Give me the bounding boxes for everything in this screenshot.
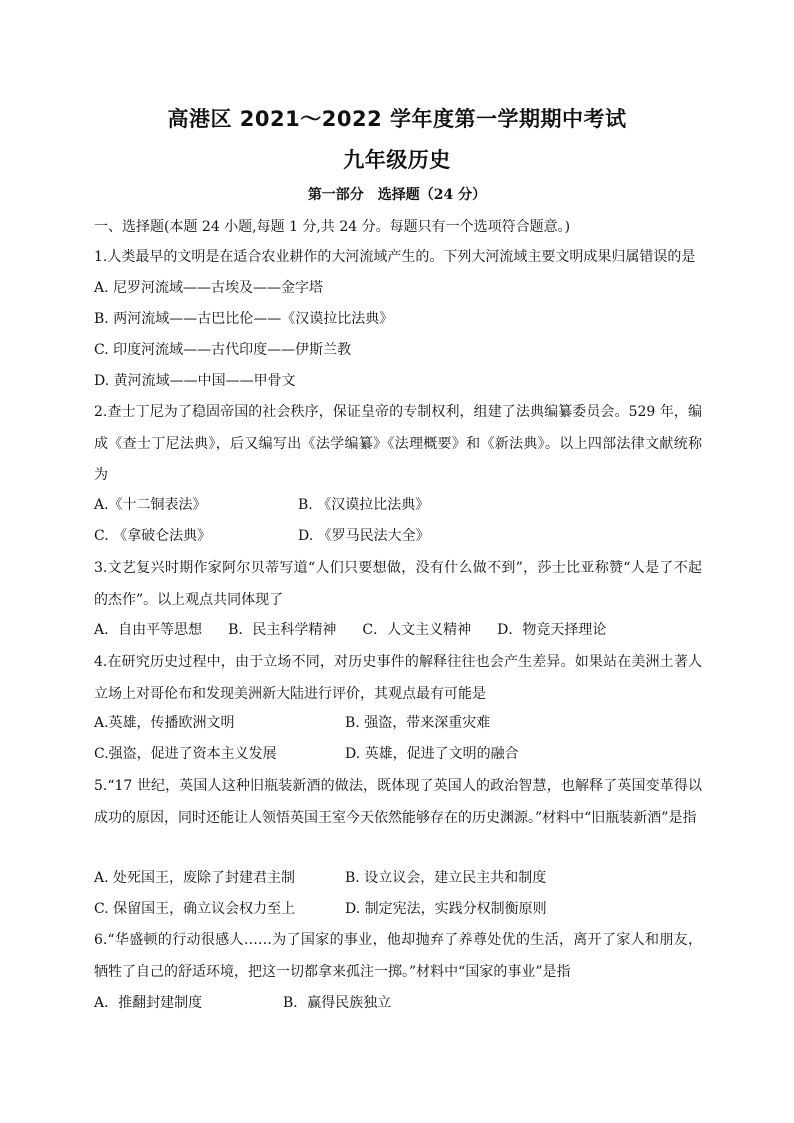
question-5-option-b: B. 设立议会，建立民主共和制度 xyxy=(345,870,547,886)
question-5-option-c: C. 保留国王，确立议会权力至上 xyxy=(94,901,296,917)
question-1-option-c: C. 印度河流域——古代印度——伊斯兰教 xyxy=(94,342,352,358)
question-4-option-c: C.强盗，促进了资本主义发展 xyxy=(94,746,277,762)
question-2-option-a: A.《十二铜表法》 xyxy=(94,497,207,513)
question-5-stem: 5.“17 世纪，英国人这种旧瓶装新酒的做法，既体现了英国人的政治智慧，也解释了英国变革得以成功的原因，同时还能让人领悟英国王室今天依然能够存在的历史渊源。”材料中“旧瓶装新酒”是指 xyxy=(94,778,702,826)
question-6-stem: 6.“华盛顿的行动很感人……为了国家的事业，他却抛弃了养尊处优的生活，离开了家人和朋友，牺牲了自己的舒适环境，把这一切都拿来孤注一掷。”材料中“国家的事业”是指 xyxy=(94,932,702,980)
question-1-option-d: D. 黄河流域——中国——甲骨文 xyxy=(94,373,296,389)
question-3-option-d: D．物竞天择理论 xyxy=(497,622,607,638)
subject-title: 九年级历史 xyxy=(343,148,451,172)
question-4-option-d: D. 英雄，促进了文明的融合 xyxy=(345,746,519,762)
question-3-option-c: C．人文主义精神 xyxy=(362,622,472,638)
exam-title: 高港区 2021～2022 学年度第一学期期中考试 xyxy=(167,107,627,131)
question-2-option-b: B. 《汉谟拉比法典》 xyxy=(298,497,430,513)
question-4-option-b: B. 强盗，带来深重灾难 xyxy=(345,715,491,731)
question-1-option-a: A. 尼罗河流域——古埃及——金字塔 xyxy=(94,280,324,296)
question-4-stem: 4.在研究历史过程中，由于立场不同，对历史事件的解释往往也会产生差异。如果站在美洲土著人立场上对哥伦布和发现美洲新大陆进行评价，其观点最有可能是 xyxy=(94,654,702,702)
question-4-option-a: A.英雄，传播欧洲文明 xyxy=(94,715,235,731)
question-2-stem: 2.查士丁尼为了稳固帝国的社会秩序，保证皇帝的专制权利，组建了法典编纂委员会。529 年，编成《查士丁尼法典》，后又编写出《法学编纂》《法理概要》和《新法典》。以上四部法律文献统称为 xyxy=(94,404,702,483)
question-1-stem: 1.人类最早的文明是在适合农业耕作的大河流域产生的。下列大河流域主要文明成果归属错误的是 xyxy=(94,249,696,265)
question-3-options xyxy=(94,620,632,640)
question-6-option-b: B．赢得民族独立 xyxy=(283,995,392,1011)
question-5-option-a: A. 处死国王，废除了封建君主制 xyxy=(94,870,296,886)
section-heading: 第一部分 选择题（24 分） xyxy=(307,187,487,203)
question-3-option-a: A．自由平等思想 xyxy=(94,622,203,638)
question-3-stem: 3.文艺复兴时期作家阿尔贝蒂写道“人们只要想做，没有什么做不到”，莎士比亚称赞“人是了不起的杰作”。以上观点共同体现了 xyxy=(94,560,702,608)
question-3-option-b: B．民主科学精神 xyxy=(228,622,337,638)
question-6-option-a: A．推翻封建制度 xyxy=(94,995,203,1011)
question-1-option-b: B. 两河流域——古巴比伦——《汉谟拉比法典》 xyxy=(94,311,394,327)
question-5-option-d: D. 制定宪法，实践分权制衡原则 xyxy=(345,901,547,917)
instructions: 一、选择题(本题 24 小题,每题 1 分,共 24 分。每题只有一个选项符合题意。) xyxy=(94,219,571,235)
question-2-option-d: D. 《罗马民法大全》 xyxy=(298,528,430,544)
question-2-option-c: C. 《拿破仑法典》 xyxy=(94,528,212,544)
